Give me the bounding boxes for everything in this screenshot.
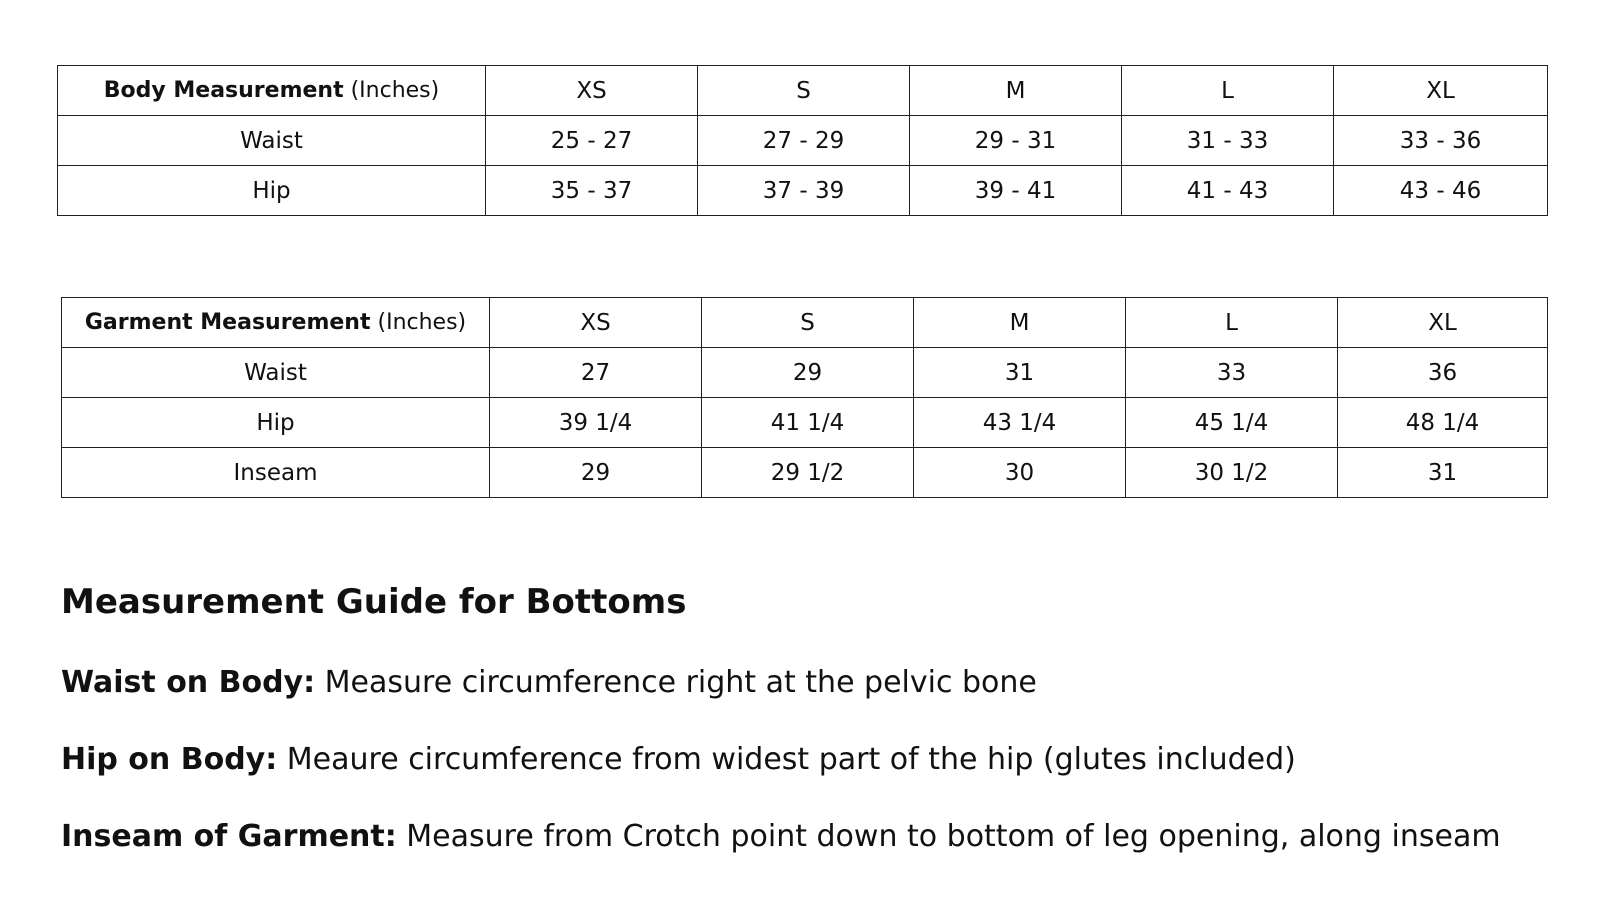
row-label: Waist [62, 348, 490, 398]
table-cell: 48 1/4 [1338, 398, 1548, 448]
guide-text: Meaure circumference from widest part of the hip (glutes included) [286, 742, 1296, 777]
table-unit: (Inches) [350, 78, 440, 103]
table-title: Body Measurement [103, 78, 344, 103]
table-cell: 37 - 39 [698, 166, 910, 216]
size-header-xs: XS [486, 66, 698, 116]
table-cell: 36 [1338, 348, 1548, 398]
size-header-l: L [1122, 66, 1334, 116]
guide-title: Measurement Guide for Bottoms [61, 582, 687, 622]
table-title: Garment Measurement [84, 310, 371, 335]
table-cell: 43 - 46 [1334, 166, 1548, 216]
table-header-row [62, 298, 1548, 348]
table-cell: 29 - 31 [910, 116, 1122, 166]
garment-measurement-table [61, 297, 1548, 498]
table-cell: 29 [702, 348, 914, 398]
guide-text: Measure from Crotch point down to bottom of leg opening, along inseam [406, 819, 1501, 854]
row-label: Waist [58, 116, 486, 166]
table-cell: 31 - 33 [1122, 116, 1334, 166]
size-header-xs: XS [490, 298, 702, 348]
table-cell: 45 1/4 [1126, 398, 1338, 448]
table-cell: 39 1/4 [490, 398, 702, 448]
table-cell: 27 - 29 [698, 116, 910, 166]
table-cell: 33 - 36 [1334, 116, 1548, 166]
table-cell: 31 [1338, 448, 1548, 498]
guide-item-inseam [61, 819, 1501, 854]
table-row [62, 448, 1548, 498]
guide-item-waist [61, 665, 1037, 700]
guide-term: Inseam of Garment: [61, 819, 397, 854]
table-row [62, 398, 1548, 448]
table-row [58, 166, 1548, 216]
size-header-m: M [910, 66, 1122, 116]
size-header-xl: XL [1338, 298, 1548, 348]
table-unit: (Inches) [377, 310, 467, 335]
table-title-cell [58, 66, 486, 116]
table-cell: 30 1/2 [1126, 448, 1338, 498]
table-cell: 27 [490, 348, 702, 398]
guide-item-hip [61, 742, 1296, 777]
table-cell: 35 - 37 [486, 166, 698, 216]
guide-term: Hip on Body: [61, 742, 278, 777]
table-cell: 25 - 27 [486, 116, 698, 166]
table-header-row [58, 66, 1548, 116]
table-row [62, 348, 1548, 398]
table-cell: 29 1/2 [702, 448, 914, 498]
table-row [58, 116, 1548, 166]
row-label: Hip [62, 398, 490, 448]
size-header-s: S [698, 66, 910, 116]
size-header-l: L [1126, 298, 1338, 348]
row-label: Hip [58, 166, 486, 216]
table-cell: 39 - 41 [910, 166, 1122, 216]
guide-text: Measure circumference right at the pelvic bone [324, 665, 1037, 700]
table-cell: 41 - 43 [1122, 166, 1334, 216]
table-cell: 33 [1126, 348, 1338, 398]
guide-term: Waist on Body: [61, 665, 316, 700]
table-title-cell [62, 298, 490, 348]
size-header-m: M [914, 298, 1126, 348]
table-cell: 30 [914, 448, 1126, 498]
size-header-xl: XL [1334, 66, 1548, 116]
table-cell: 41 1/4 [702, 398, 914, 448]
size-header-s: S [702, 298, 914, 348]
table-cell: 43 1/4 [914, 398, 1126, 448]
table-cell: 31 [914, 348, 1126, 398]
body-measurement-table [57, 65, 1548, 216]
table-cell: 29 [490, 448, 702, 498]
row-label: Inseam [62, 448, 490, 498]
